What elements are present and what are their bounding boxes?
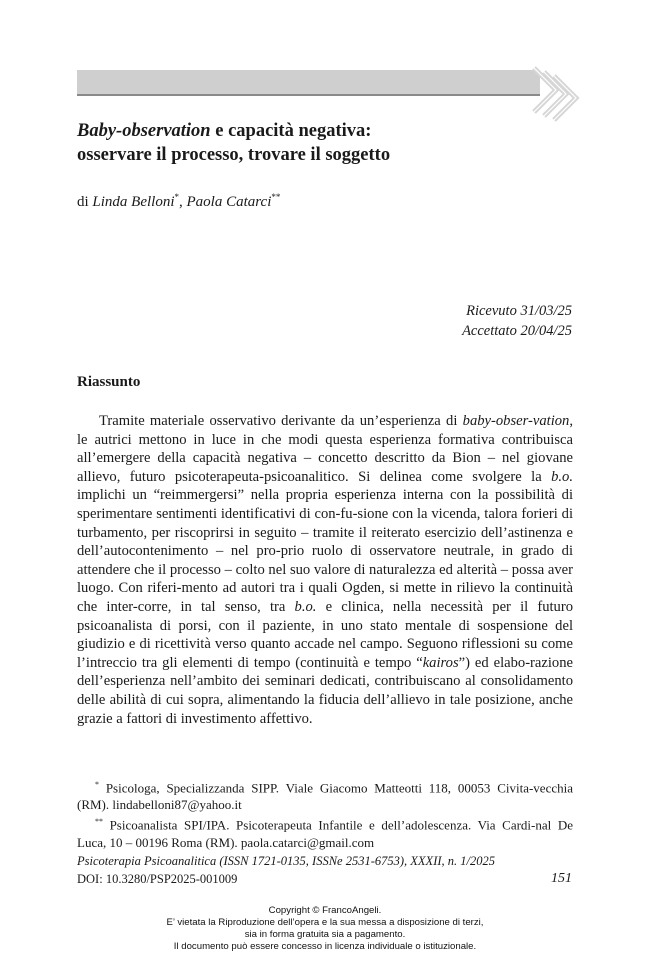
- footnote-1: [77, 776, 573, 813]
- author-1-mark: *: [174, 192, 180, 202]
- abstract-heading: Riassunto: [77, 374, 141, 390]
- copyright-line: Il documento può essere concesso in licenza individuale o istituzionale.: [173, 941, 477, 952]
- author-line: [77, 192, 280, 211]
- footnote-1-mark: *: [95, 780, 99, 789]
- copyright-line: Copyright © FrancoAngeli.: [268, 905, 382, 916]
- submission-dates: [462, 301, 572, 341]
- abstract-italic: b.o.: [294, 598, 317, 615]
- footnotes: [77, 776, 573, 851]
- footnote-1-text: Psicologa, Specializzanda SIPP. Viale Giacomo Matteotti 118, 00053 Civita-vecchia (RM). lindabelloni87@yahoo.it: [77, 780, 573, 813]
- journal-citation: Psicoterapia Psicoanalitica (ISSN 1721-0135, ISSNe 2531-6753), XXXII, n. 1/2025: [77, 854, 495, 868]
- abstract-text: ”) ed elabo-razione dell’esperienza nell’ambito dei seminari dedicati, contribuiscano al consolidamento delle abilità di cui sopra, alimentando la fiducia dell’allievo in tale posizione, anche grazie a fattori di investimento affettivo.: [77, 654, 573, 727]
- author-2: Paola Catarci: [186, 194, 272, 210]
- footnote-2: [77, 813, 573, 850]
- header-bar: [77, 70, 540, 94]
- author-prefix: di: [77, 194, 93, 210]
- footnote-2-text: Psicoanalista SPI/IPA. Psicoterapeuta Infantile e dell’adolescenza. Via Cardi-nal De Luca, 10 – 00196 Roma (RM). paola.catarci@gmail.com: [77, 817, 573, 850]
- author-separator: ,: [179, 194, 187, 210]
- copyright-line: E’ vietata la Riproduzione dell’opera e la sua messa a disposizione di terzi,: [166, 917, 484, 928]
- author-2-mark: **: [271, 192, 281, 202]
- header-rule: [77, 94, 540, 96]
- abstract-body: [77, 412, 573, 728]
- footnote-2-mark: **: [95, 817, 103, 827]
- received-date: Ricevuto 31/03/25: [466, 303, 572, 319]
- copyright-notice: [0, 905, 650, 953]
- page-number: 151: [551, 871, 572, 886]
- abstract-text: Tramite materiale osservativo derivante da un’esperienza di: [99, 413, 463, 429]
- abstract-italic: b.o.: [551, 468, 573, 485]
- title-rest: e capacità negativa:: [210, 121, 372, 141]
- accepted-date: Accettato 20/04/25: [462, 323, 572, 339]
- abstract-text: implichi un “reimmergersi” nella propria esperienza interna con la possibilità di sperimentare sentimenti identificativi di con-fu-sione con la vicenda, talora forieri di turbamento, per riscoprirsi in seguito – tramite il reiterato esercizio dell’astinenza e dell’autocontenimento – nel pro-prio ruolo di osservatore neutrale, in grado di attendere che il processo – colto nel suo valore di naturalezza ed alterità – possa aver luogo. Con riferi-mento ad autori tra i quali Ogden, si mette in rilievo la continuità che inter-corre, in tal senso, tra: [77, 487, 573, 615]
- abstract-text: e clinica, nella necessità per il futuro psicoanalista di porsi, con il paziente, in uno stato mentale di sospensione del giudizio e di ricettività verso quanto accade nel campo. Seguono riflessioni su come l’intreccio tra gli elementi di tempo (continuità e tempo “: [77, 598, 573, 671]
- chevron-decoration-icon: [526, 64, 580, 124]
- abstract-text: , le autrici mettono in luce in che modi questa esperienza formativa contribuisca all’emergere della capacità negativa – concetto descritto da Bion – nel giovane allievo, futuro psicoterapeuta-psicoanalitico. Si delinea come svolgere la: [77, 413, 573, 485]
- abstract-italic: kairos: [422, 654, 459, 671]
- article-title: [77, 119, 557, 167]
- title-line2: osservare il processo, trovare il soggetto: [77, 145, 391, 165]
- copyright-line: sia in forma gratuita sia a pagamento.: [244, 929, 406, 940]
- title-italic: Baby-observation: [77, 121, 211, 141]
- author-1: Linda Belloni: [92, 194, 175, 210]
- doi: DOI: 10.3280/PSP2025-001009: [77, 872, 238, 886]
- abstract-italic: baby-obser-vation: [462, 413, 570, 429]
